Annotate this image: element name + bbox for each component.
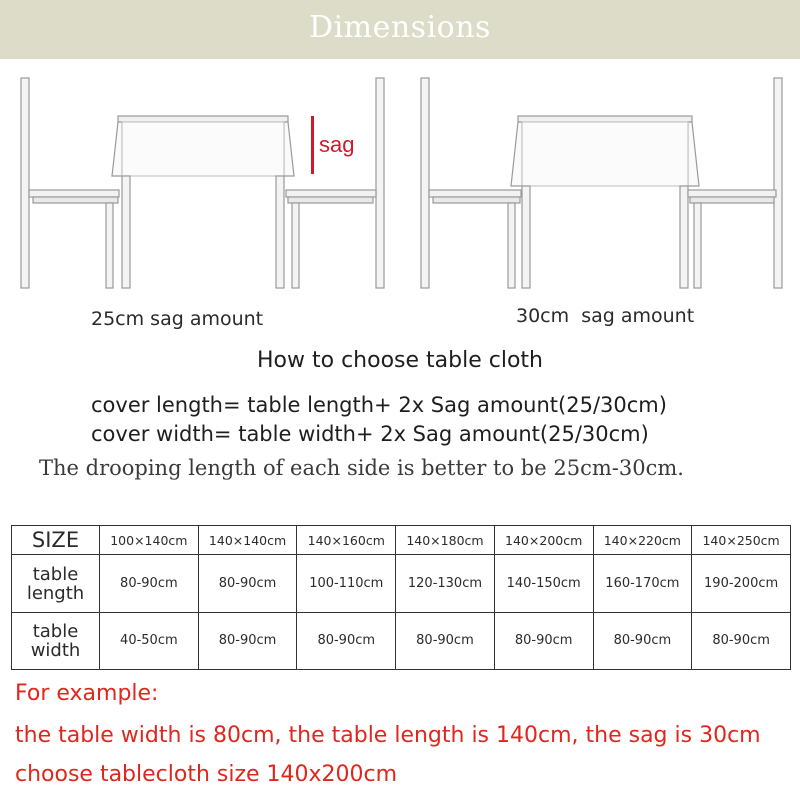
dimensions-header bbox=[0, 0, 800, 59]
table-width-header bbox=[12, 612, 100, 669]
table-length-cell: 100-110cm bbox=[297, 555, 396, 612]
size-cell: 140×140cm bbox=[198, 526, 297, 555]
table-length-label-line1: table bbox=[32, 563, 79, 585]
example-line1: the table width is 80cm, the table length is 140cm, the sag is 30cm bbox=[15, 723, 761, 748]
table-length-cell: 190-200cm bbox=[692, 555, 791, 612]
howto-title: How to choose table cloth bbox=[257, 348, 543, 373]
size-header: SIZE bbox=[12, 526, 100, 555]
size-cell: 140×220cm bbox=[593, 526, 692, 555]
table-width-cell: 80-90cm bbox=[692, 612, 791, 669]
right-table-illustration bbox=[421, 78, 782, 288]
formula-length: cover length= table length+ 2x Sag amount(25/30cm) bbox=[91, 393, 667, 417]
size-cell: 140×180cm bbox=[396, 526, 495, 555]
table-width-label-line1: table bbox=[32, 620, 79, 642]
table-length-cell: 120-130cm bbox=[396, 555, 495, 612]
table-width-cell: 80-90cm bbox=[494, 612, 593, 669]
size-table bbox=[11, 525, 791, 670]
size-cell: 140×200cm bbox=[494, 526, 593, 555]
table-width-cell: 40-50cm bbox=[100, 612, 199, 669]
table-length-label-line2: length bbox=[26, 582, 85, 604]
drooping-note: The drooping length of each side is better to be 25cm-30cm. bbox=[39, 456, 684, 480]
table-width-row bbox=[12, 612, 791, 669]
sag-marker bbox=[311, 116, 314, 174]
formula-width: cover width= table width+ 2x Sag amount(25/30cm) bbox=[91, 422, 649, 446]
table-width-label-line2: width bbox=[30, 639, 81, 661]
table-illustrations bbox=[0, 70, 800, 300]
size-cell: 100×140cm bbox=[100, 526, 199, 555]
size-row bbox=[12, 526, 791, 555]
size-cell: 140×250cm bbox=[692, 526, 791, 555]
example-heading: For example: bbox=[15, 681, 159, 706]
left-sag-caption: 25cm sag amount bbox=[91, 308, 264, 330]
right-sag-caption: 30cm sag amount bbox=[516, 305, 695, 327]
left-table-illustration bbox=[21, 78, 384, 288]
size-cell: 140×160cm bbox=[297, 526, 396, 555]
example-line2: choose tablecloth size 140x200cm bbox=[15, 762, 398, 787]
table-length-cell: 80-90cm bbox=[100, 555, 199, 612]
table-width-cell: 80-90cm bbox=[396, 612, 495, 669]
sag-label: sag bbox=[319, 132, 355, 157]
table-width-cell: 80-90cm bbox=[297, 612, 396, 669]
table-length-cell: 140-150cm bbox=[494, 555, 593, 612]
table-width-cell: 80-90cm bbox=[593, 612, 692, 669]
table-length-header bbox=[12, 555, 100, 612]
table-length-cell: 80-90cm bbox=[198, 555, 297, 612]
header-title: Dimensions bbox=[309, 10, 491, 45]
table-width-cell: 80-90cm bbox=[198, 612, 297, 669]
table-length-row bbox=[12, 555, 791, 612]
table-length-cell: 160-170cm bbox=[593, 555, 692, 612]
